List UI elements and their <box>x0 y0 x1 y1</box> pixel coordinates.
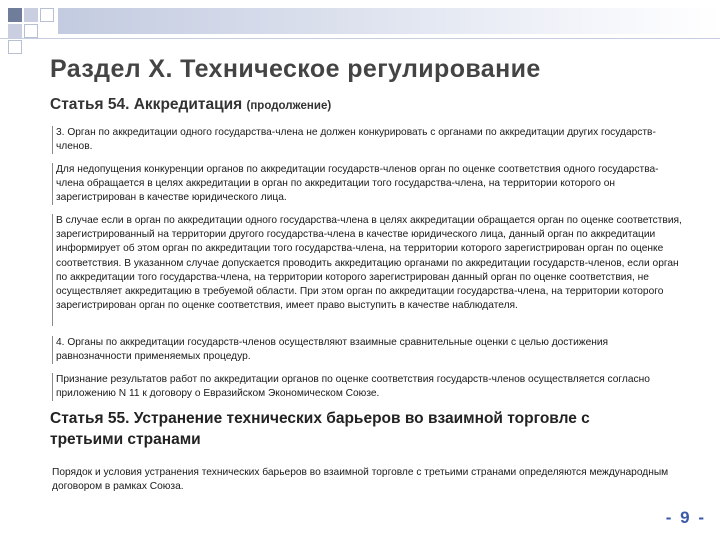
header-band <box>58 8 720 34</box>
article-heading <box>50 96 710 114</box>
article-heading-note: (продолжение) <box>246 100 332 112</box>
section-paragraph: Порядок и условия устранения технических барьеров во взаимной торговле с третьими странами определяются международным договором в рамках Союза. <box>52 467 669 493</box>
slide-title: Раздел X. Техническое регулирование <box>50 55 541 83</box>
article-heading-main: Статья 54. Аккредитация <box>50 96 247 113</box>
decor-square-icon <box>40 8 54 22</box>
paragraph-1: 3. Орган по аккредитации одного государства-члена не должен конкурировать с органами по аккредитации других государств-членов. <box>56 127 656 153</box>
paragraph-4: 4. Органы по аккредитации государств-членов осуществляют взаимные сравнительные оценки с целью достижения равнозначности применяемых процедур. <box>56 337 609 363</box>
decor-square-icon <box>24 24 38 38</box>
decor-square-icon <box>8 8 22 22</box>
paragraph-marker <box>52 373 53 401</box>
paragraph-marker <box>52 126 53 154</box>
paragraph-5: Признание результатов работ по аккредитации органов по оценке соответствия государств-членов осуществляется согласно приложению N 11 к договору о Евразийском Экономическом Союзе. <box>56 374 650 400</box>
section-heading: Статья 55. Устранение технических барьеров во взаимной торговле с третьими странами <box>50 410 590 448</box>
paragraph-2: Для недопущения конкуренции органов по аккредитации государств-членов орган по оценке соответствия одного государства-члена обращается в целях аккредитации в орган по аккредитации того государства-члена, на территории которого он зарегистрирован в качестве юридического лица. <box>56 164 659 204</box>
header-divider <box>0 38 720 39</box>
paragraph-marker <box>52 214 53 326</box>
decor-square-icon <box>24 8 38 22</box>
decor-square-icon <box>8 24 22 38</box>
paragraph-marker <box>52 163 53 205</box>
paragraph-marker <box>52 336 53 364</box>
page-number: - 9 - <box>665 508 706 527</box>
decor-square-icon <box>8 40 22 54</box>
paragraph-3: В случае если в орган по аккредитации одного государства-члена в целях аккредитации обращается орган по оценке соответствия, зарегистрированный на территории другого государства-члена в качестве юридического лица, данный орган по аккредитации информирует об этом орган по аккредитации того государства-члена, на территории которого зарегистрирован орган по оценке соответствия. В указанном случае допускается проводить аккредитацию органами по аккредитации государств-членов, если орган по аккредитации того государства-члена, на территории которого зарегистрирован данный орган по оценке соответствия, не осуществляет аккредитацию в требуемой области. При этом орган по аккредитации государства-члена, на территории которого зарегистрирован орган по оценке соответствия, имеет право выступить в качестве наблюдателя. <box>56 215 682 312</box>
